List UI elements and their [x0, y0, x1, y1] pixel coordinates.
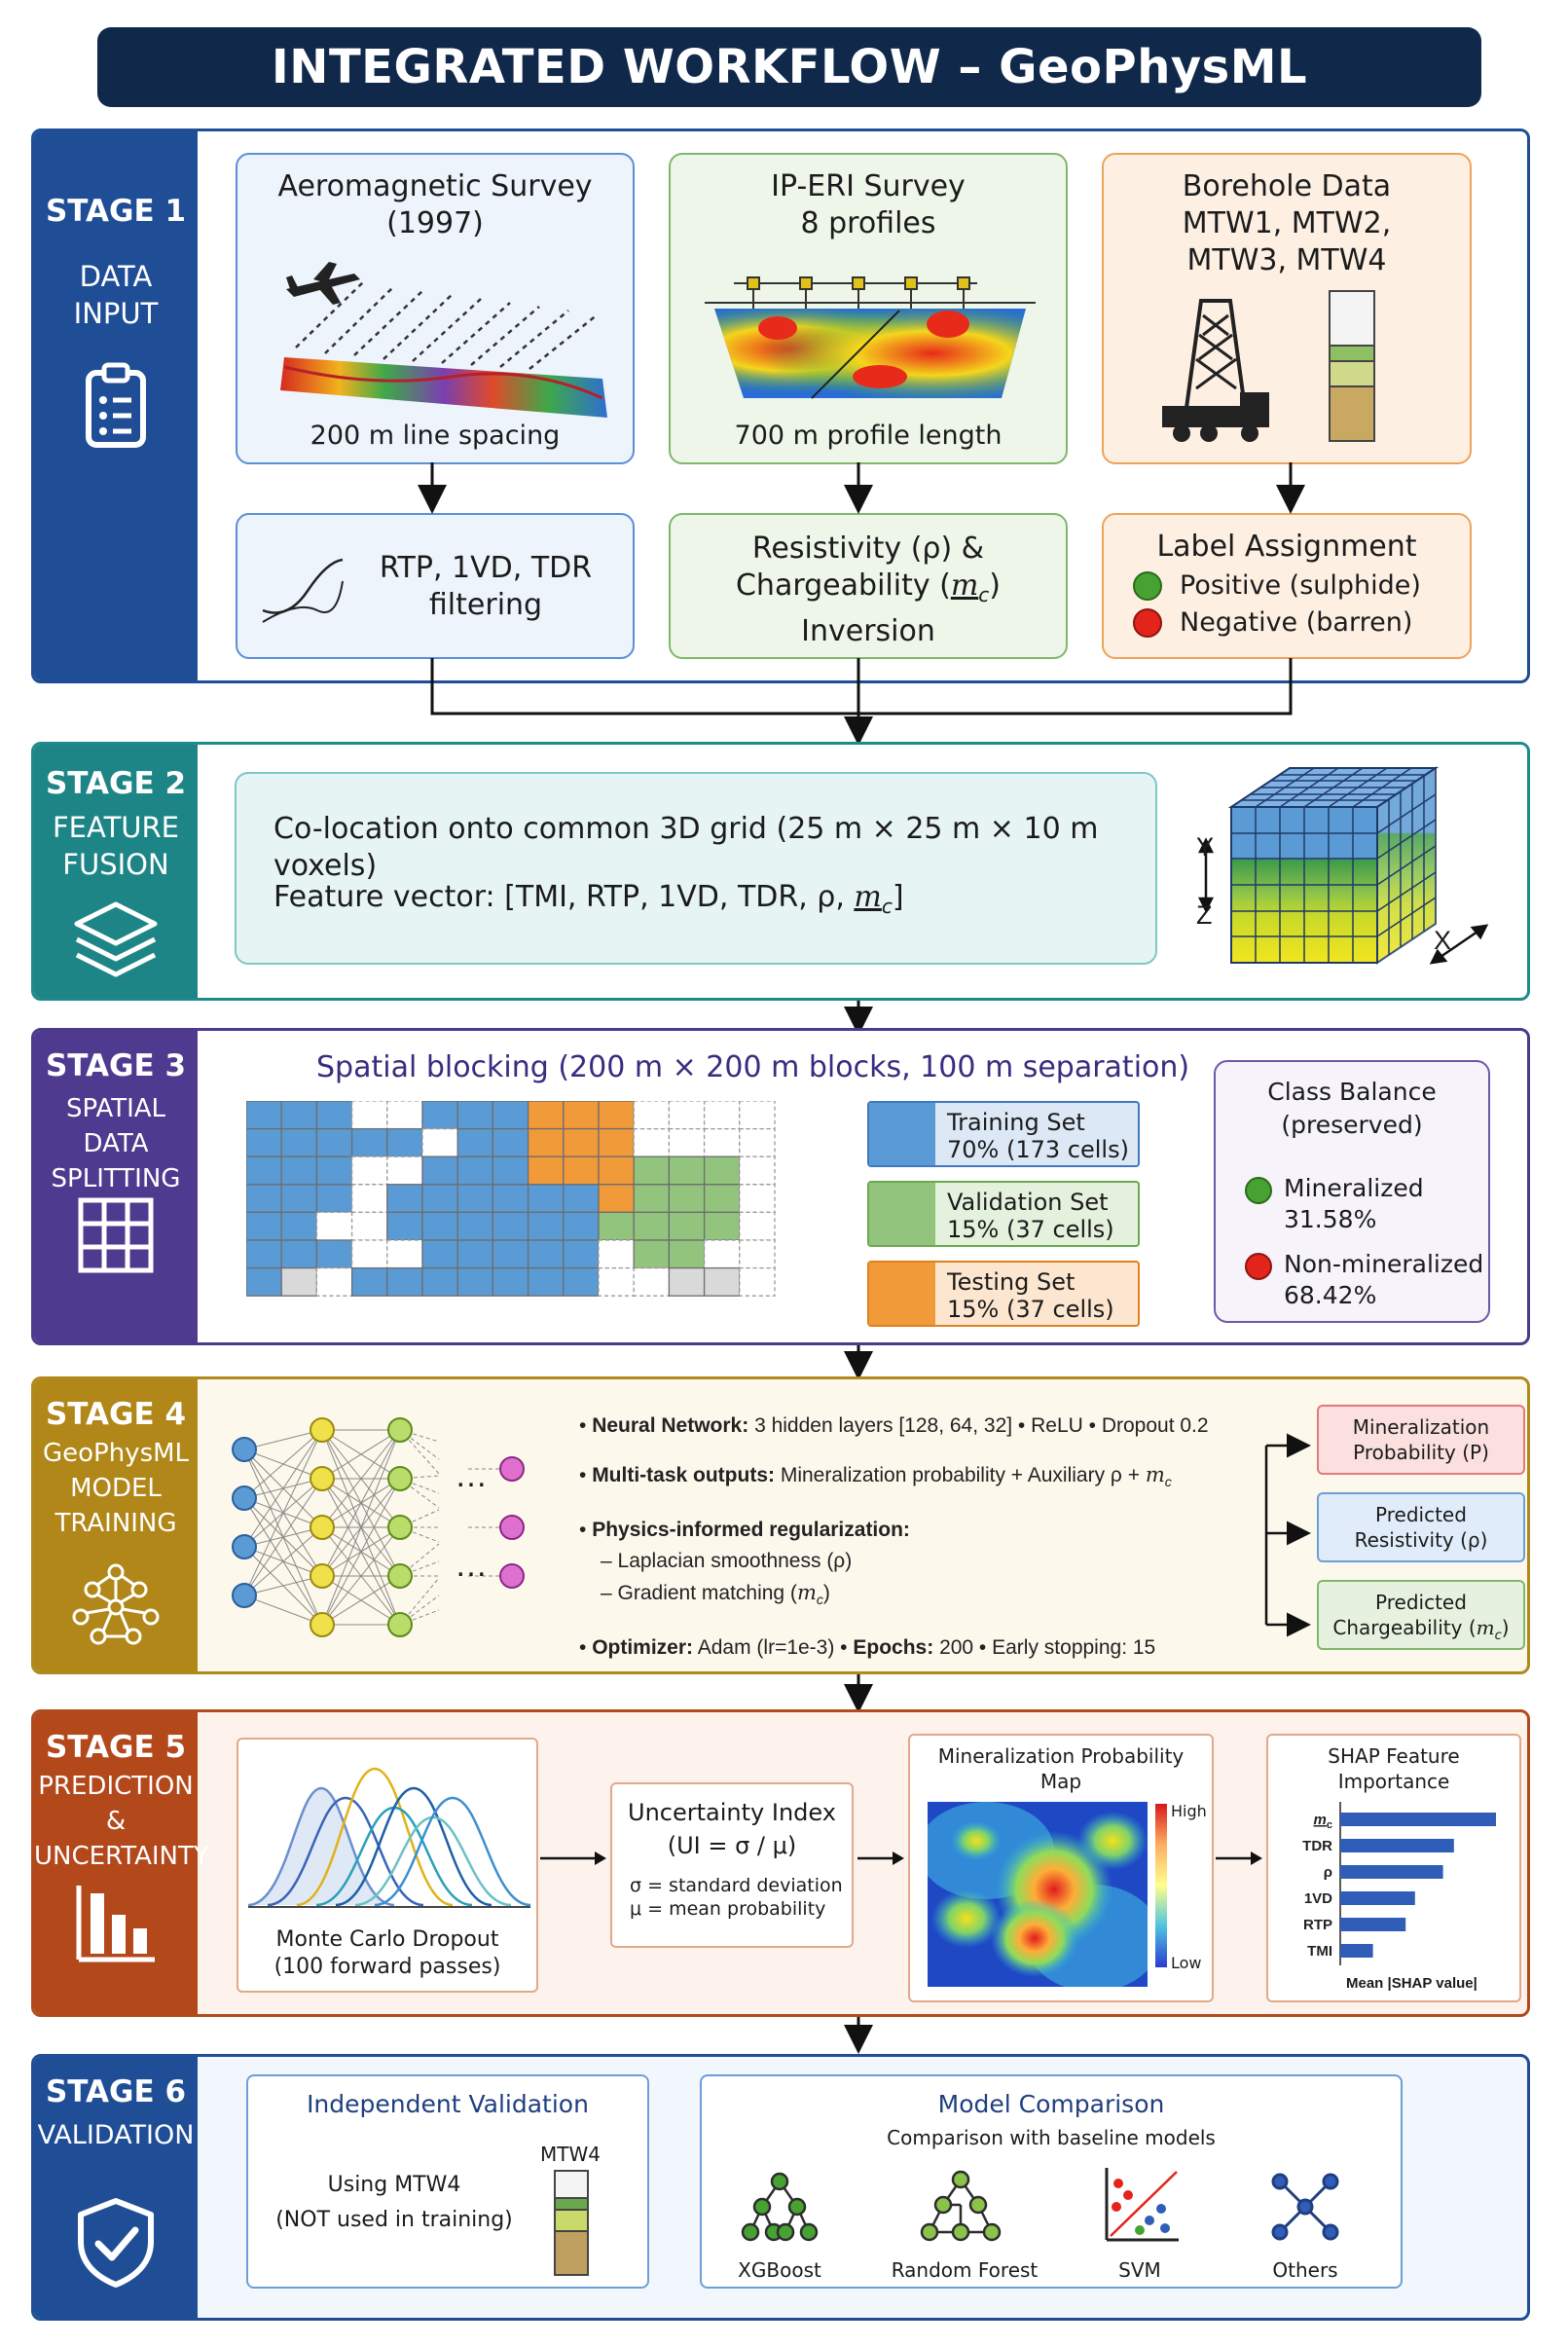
monte-carlo-line2: (100 forward passes) [273, 1955, 501, 1979]
grid-cell [457, 1212, 492, 1240]
ip-eri-caption: 700 m profile length [734, 421, 1003, 451]
stage-5-number: STAGE 5 [45, 1730, 187, 1765]
shap-title-2: Importance [1337, 1770, 1450, 1793]
grid-cell [316, 1212, 351, 1240]
axis-y-label: Y [1196, 832, 1215, 861]
grid-cell [492, 1185, 528, 1213]
nn-node [233, 1584, 256, 1607]
map-title-2: Map [1039, 1770, 1082, 1793]
grid-cell [422, 1240, 457, 1268]
testing-set-legend [867, 1261, 1140, 1327]
grid-cell [281, 1129, 316, 1157]
grid-cell [387, 1129, 422, 1157]
nn-node [310, 1418, 334, 1442]
grid-cell [669, 1212, 704, 1240]
stage-3-band [34, 1031, 198, 1342]
grid-cell [387, 1101, 422, 1129]
grid-cell [246, 1240, 281, 1268]
multitask-bullet: • Multi-task outputs: Mineralization probability + Auxiliary $\rho + m_c$ [579, 1463, 1172, 1490]
grid-cell [246, 1156, 281, 1185]
grid-cell [705, 1268, 740, 1297]
sigma-definition: σ = standard deviation [630, 1875, 843, 1896]
nn-node [310, 1516, 334, 1539]
grid-cell [281, 1156, 316, 1185]
grid-cell [457, 1156, 492, 1185]
grid-cell [599, 1268, 634, 1297]
grid-cell [457, 1268, 492, 1297]
nn-bullet: • Neural Network: 3 hidden layers [128, 64, 32] • ReLU • Dropout 0.2 [579, 1414, 1209, 1437]
nn-node [388, 1564, 412, 1588]
aeromag-title-2: (1997) [386, 206, 484, 240]
shap-bar [1340, 1813, 1496, 1826]
inversion-line3: Inversion [801, 614, 935, 648]
stage-2-number: STAGE 2 [45, 766, 187, 801]
validation-line2: (NOT used in training) [275, 2208, 513, 2232]
grid-cell [599, 1185, 634, 1213]
class-balance-box [1214, 1060, 1490, 1323]
stage-6-number: STAGE 6 [45, 2074, 187, 2109]
grid-cell [352, 1156, 387, 1185]
model-label-random-forest: Random Forest [891, 2258, 1039, 2282]
output-bracket-arrows [1227, 1418, 1315, 1652]
shap-tick-label: TDR [1302, 1838, 1332, 1854]
nn-node [500, 1457, 524, 1481]
grid-cell [529, 1129, 564, 1157]
stage-5-panel [31, 1709, 1530, 2017]
model-comparison-box [700, 2074, 1403, 2289]
nn-node [500, 1564, 524, 1588]
grid-cell [705, 1185, 740, 1213]
label-assignment-title: Label Assignment [1156, 530, 1417, 564]
testing-line2: 15% (37 cells) [947, 1296, 1114, 1323]
grid-cell [422, 1212, 457, 1240]
grid-cell [422, 1156, 457, 1185]
grid-cell [740, 1268, 775, 1297]
aeromag-title-1: Aeromagnetic Survey [277, 169, 593, 203]
stage-4-name-line2: MODEL [70, 1474, 162, 1503]
grid-cell [492, 1156, 528, 1185]
grid-cell [492, 1101, 528, 1129]
stage-2-band [34, 745, 198, 998]
validation-line1: Using MTW4 [327, 2173, 461, 2197]
inversion-line1: Resistivity (ρ) & [751, 532, 985, 566]
grid-cell [457, 1101, 492, 1129]
mineralized-row: Mineralized 31.58% [1245, 1173, 1424, 1235]
nn-node [233, 1535, 256, 1558]
grid-cell [634, 1185, 669, 1213]
grid-cell [457, 1185, 492, 1213]
shap-importance-box [1266, 1734, 1521, 2002]
grid-cell [457, 1129, 492, 1157]
inversion-line2: Chargeability $(m_c)$ [735, 568, 1001, 606]
axis-x-label: X [1434, 926, 1452, 955]
stage-1-number: STAGE 1 [45, 194, 187, 229]
class-balance-title-2: (preserved) [1281, 1111, 1423, 1139]
mu-definition: μ = mean probability [630, 1898, 826, 1920]
grid-cell [669, 1240, 704, 1268]
grid-cell [599, 1240, 634, 1268]
xgboost-tree-icon [741, 2168, 819, 2246]
nn-node [310, 1564, 334, 1588]
output-mineralization-probability: Mineralization Probability (P) [1317, 1405, 1525, 1475]
grid-cell [281, 1212, 316, 1240]
shap-xlabel: Mean |SHAP value| [1346, 1975, 1477, 1992]
grid-cell [740, 1240, 775, 1268]
grid-cell [246, 1185, 281, 1213]
grid-cell [705, 1156, 740, 1185]
borehole-title-2: MTW1, MTW2, [1182, 206, 1392, 240]
grid-cell [705, 1240, 740, 1268]
optimizer-bullet: • Optimizer: Adam (lr=1e-3) • Epochs: 200 • Early stopping: 15 [579, 1636, 1156, 1660]
feature-vector-text: Feature vector: [TMI, RTP, 1VD, TDR, ρ, $m_c$] [273, 880, 904, 918]
shap-tick-label: TMI [1307, 1943, 1332, 1960]
borehole-title-1: Borehole Data [1182, 169, 1392, 203]
grid-cell [599, 1212, 634, 1240]
stage-2-panel [31, 742, 1530, 1001]
shap-tick-label: RTP [1303, 1917, 1332, 1933]
nn-node [233, 1486, 256, 1510]
green-dot-icon [1245, 1177, 1272, 1204]
grid-cell [387, 1212, 422, 1240]
grid-cell [422, 1185, 457, 1213]
grid-cell [387, 1185, 422, 1213]
shap-bar [1340, 1839, 1454, 1852]
grid-cell [316, 1156, 351, 1185]
validation-swatch [869, 1183, 935, 1245]
grid-cell [246, 1101, 281, 1129]
filtering-line2: filtering [428, 588, 543, 622]
probability-map-box [908, 1734, 1214, 2002]
model-comparison-subtitle: Comparison with baseline models [887, 2126, 1216, 2149]
stage-4-name-line3: TRAINING [55, 1509, 177, 1538]
grid-cell [316, 1101, 351, 1129]
ip-eri-title-2: 8 profiles [800, 206, 936, 240]
others-network-icon [1266, 2170, 1344, 2244]
random-forest-icon [920, 2168, 1002, 2246]
output-predicted-chargeability: Predicted Chargeability $(m_c)$ [1317, 1580, 1525, 1650]
grid-cell [352, 1240, 387, 1268]
grid-cell [529, 1212, 564, 1240]
independent-validation-title: Independent Validation [307, 2090, 589, 2118]
grid-cell [529, 1101, 564, 1129]
grid-cell [492, 1268, 528, 1297]
ip-eri-title-1: IP-ERI Survey [771, 169, 966, 203]
map-title-1: Mineralization Probability [937, 1744, 1185, 1768]
stage-1-name-line2: INPUT [73, 297, 159, 330]
independent-validation-box [246, 2074, 649, 2289]
grid-cell [457, 1240, 492, 1268]
grid-cell [352, 1101, 387, 1129]
testing-swatch [869, 1263, 935, 1325]
grid-cell [387, 1268, 422, 1297]
grid-cell [492, 1129, 528, 1157]
grid-cell [740, 1212, 775, 1240]
training-set-legend [867, 1101, 1140, 1167]
grid-cell [422, 1129, 457, 1157]
grid-cell [387, 1156, 422, 1185]
negative-label-row: Negative (barren) [1133, 606, 1470, 640]
model-label-xgboost: XGBoost [738, 2258, 821, 2282]
class-balance-title-1: Class Balance [1267, 1078, 1437, 1106]
laplacian-subitem: – Laplacian smoothness (ρ) [601, 1550, 853, 1573]
nn-node [388, 1516, 412, 1539]
grid-cell [599, 1156, 634, 1185]
model-label-others: Others [1272, 2258, 1338, 2282]
page-title: INTEGRATED WORKFLOW – GeoPhysML [97, 27, 1481, 107]
grid-cell [316, 1185, 351, 1213]
validation-set-legend [867, 1181, 1140, 1247]
grid-cell [492, 1212, 528, 1240]
grid-cell [352, 1268, 387, 1297]
grid-cell [564, 1185, 599, 1213]
shap-tick-label: ρ [1323, 1864, 1332, 1881]
stage-3-name-line2: SPLITTING [51, 1164, 181, 1193]
voxel-grid-cube-image [1183, 758, 1530, 992]
bar-chart-icon [67, 1874, 164, 1971]
svm-scatter-icon [1101, 2164, 1183, 2246]
grid-cell [740, 1156, 775, 1185]
ellipsis-1: … [455, 1457, 488, 1494]
grid-cell [705, 1101, 740, 1129]
shap-tick-label: 1VD [1303, 1890, 1332, 1907]
grid-cell [316, 1268, 351, 1297]
layers-icon [67, 893, 164, 990]
neural-network-diagram [225, 1401, 595, 1654]
shap-bar [1340, 1918, 1405, 1931]
grid-cell [352, 1129, 387, 1157]
nn-node [310, 1467, 334, 1490]
red-dot-icon [1245, 1253, 1272, 1280]
stage-5-band [34, 1712, 209, 2014]
training-swatch [869, 1103, 935, 1165]
shap-tick-label: $m_c$ [1313, 1812, 1332, 1831]
filtering-line1: RTP, 1VD, TDR [379, 551, 593, 585]
stage-6-name-line1: VALIDATION [37, 2120, 195, 2150]
stage-4-band [34, 1379, 198, 1671]
validation-line1: Validation Set [947, 1189, 1109, 1216]
grid-cell [669, 1156, 704, 1185]
grid-cell [316, 1240, 351, 1268]
stage-4-panel [31, 1376, 1530, 1674]
grid-cell [634, 1212, 669, 1240]
stage-4-number: STAGE 4 [45, 1397, 187, 1432]
shap-bar [1340, 1865, 1443, 1879]
grid-cell [564, 1268, 599, 1297]
testing-line1: Testing Set [947, 1268, 1076, 1296]
grid-icon [67, 1187, 164, 1284]
feature-fusion-box [235, 772, 1157, 965]
grid-cell [316, 1129, 351, 1157]
grid-cell [669, 1268, 704, 1297]
probability-heatmap-image [928, 1802, 1148, 1987]
grid-cell [564, 1212, 599, 1240]
grid-cell [529, 1240, 564, 1268]
grid-cell [281, 1185, 316, 1213]
grid-cell [281, 1101, 316, 1129]
grid-cell [246, 1268, 281, 1297]
grid-cell [599, 1101, 634, 1129]
shap-bar [1340, 1944, 1373, 1958]
grid-cell [669, 1101, 704, 1129]
monte-carlo-line1: Monte Carlo Dropout [275, 1927, 499, 1952]
non-mineralized-row: Non-mineralized 68.42% [1245, 1249, 1483, 1311]
stage-3-number: STAGE 3 [45, 1048, 187, 1083]
arrow-mc-to-ui [540, 1849, 608, 1868]
stage-2-name-line1: FEATURE [52, 811, 179, 844]
training-line2: 70% (173 cells) [947, 1136, 1129, 1163]
grid-cell [599, 1129, 634, 1157]
distribution-curves-image [248, 1759, 530, 1915]
grid-cell [740, 1101, 775, 1129]
grid-cell [634, 1240, 669, 1268]
stage-3-panel [31, 1028, 1530, 1345]
network-icon [67, 1558, 164, 1656]
nn-node [500, 1516, 524, 1539]
grid-cell [281, 1268, 316, 1297]
mtw4-core-log-image [554, 2170, 589, 2277]
positive-label-row: Positive (sulphide) [1133, 569, 1470, 603]
stage-6-band [34, 2057, 198, 2318]
training-line1: Training Set [947, 1109, 1085, 1136]
colorbar-low-label: Low [1171, 1954, 1202, 1972]
uncertainty-title: Uncertainty Index [628, 1799, 836, 1826]
mtw4-core-label: MTW4 [540, 2143, 601, 2166]
shap-bar [1340, 1891, 1415, 1905]
stage-6-panel [31, 2054, 1530, 2321]
grid-cell [246, 1129, 281, 1157]
grid-cell [634, 1268, 669, 1297]
model-label-svm: SVM [1118, 2258, 1161, 2282]
stage-5-name-line2: UNCERTAINTY [34, 1842, 209, 1871]
physics-bullet: • Physics-informed regularization: [579, 1519, 910, 1542]
grid-cell [422, 1268, 457, 1297]
stage-4-name-line1: GeoPhysML [42, 1439, 190, 1468]
grid-cell [634, 1129, 669, 1157]
grid-cell [564, 1240, 599, 1268]
grid-cell [352, 1212, 387, 1240]
gradient-subitem: – Gradient matching $(m_c)$ [601, 1581, 830, 1608]
shap-title-1: SHAP Feature [1328, 1744, 1460, 1768]
grid-cell [492, 1240, 528, 1268]
borehole-title-3: MTW3, MTW4 [1186, 243, 1387, 277]
grid-cell [740, 1185, 775, 1213]
stage-1-name-line1: DATA [79, 260, 153, 293]
grid-cell [564, 1101, 599, 1129]
grid-cell [705, 1212, 740, 1240]
grid-cell [634, 1156, 669, 1185]
nn-node [388, 1613, 412, 1636]
grid-cell [669, 1185, 704, 1213]
grid-cell [422, 1101, 457, 1129]
nn-node [310, 1613, 334, 1636]
grid-cell [740, 1129, 775, 1157]
output-predicted-resistivity: Predicted Resistivity (ρ) [1317, 1492, 1525, 1562]
grid-cell [246, 1212, 281, 1240]
nn-node [388, 1418, 412, 1442]
colorbar-high-label: High [1171, 1802, 1207, 1820]
validation-line2: 15% (37 cells) [947, 1216, 1114, 1243]
ellipsis-2: … [455, 1547, 488, 1584]
grid-cell [669, 1129, 704, 1157]
colocation-text: Co-location onto common 3D grid (25 m × 25 m × 10 m voxels) [273, 812, 1099, 883]
stage-2-name-line2: FUSION [62, 848, 169, 881]
grid-cell [352, 1185, 387, 1213]
uncertainty-formula: (UI = σ / μ) [667, 1832, 797, 1859]
model-spec-list [579, 1412, 1260, 1662]
grid-cell [529, 1185, 564, 1213]
aeromag-caption: 200 m line spacing [310, 421, 561, 451]
grid-cell [564, 1129, 599, 1157]
grid-cell [705, 1129, 740, 1157]
nn-node [388, 1467, 412, 1490]
stage-5-name-line1: PREDICTION & [38, 1772, 194, 1836]
spatial-blocking-title: Spatial blocking (200 m × 200 m blocks, 100 m separation) [316, 1050, 1190, 1084]
model-comparison-title: Model Comparison [937, 2090, 1165, 2118]
stage-3-name-line1: SPATIAL DATA [65, 1094, 166, 1158]
axis-z-label: Z [1196, 900, 1213, 930]
monte-carlo-box [237, 1738, 538, 1993]
arrow-ui-to-map [857, 1849, 906, 1868]
grid-cell [387, 1240, 422, 1268]
shap-bar-chart [1278, 1800, 1512, 1971]
grid-cell [564, 1156, 599, 1185]
grid-cell [529, 1268, 564, 1297]
grid-cell [281, 1240, 316, 1268]
arrow-map-to-shap [1216, 1849, 1264, 1868]
grid-cell [529, 1156, 564, 1185]
spatial-block-grid [246, 1101, 801, 1305]
shield-check-icon [67, 2193, 164, 2291]
grid-cell [634, 1101, 669, 1129]
colorbar [1155, 1804, 1167, 1967]
nn-node [233, 1438, 256, 1461]
uncertainty-index-box [610, 1782, 854, 1948]
